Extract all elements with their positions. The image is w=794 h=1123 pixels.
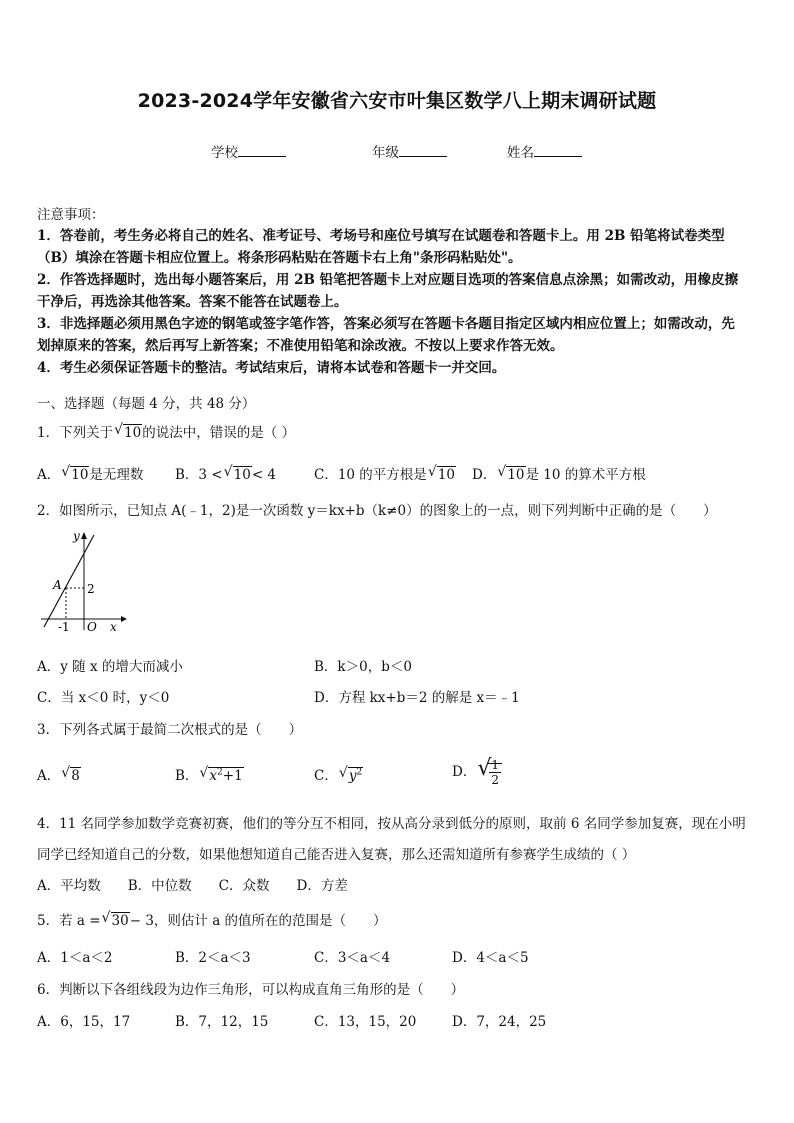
name-field: 姓名 <box>507 141 582 161</box>
sqrt-expression: √ 10 <box>114 422 142 441</box>
question-1-option-d[interactable]: D． √ 10是 10 的算术平方根 <box>472 464 646 483</box>
y-axis-label: y <box>73 530 80 543</box>
question-2-option-d[interactable]: D．方程 kx+b＝2 的解是 x＝﹣1 <box>314 690 520 706</box>
question-2-option-b[interactable]: B．k＞0，b＜0 <box>314 659 412 675</box>
notice-line: 3．非选择题必须用黑色字迹的钢笔或签字笔作答，答案必须写在答题卡各题目指定区域内相应位置上；如需改动，先 <box>37 316 735 332</box>
question-3-option-d[interactable]: D． √ $\frac{1}{2}$ <box>452 758 502 787</box>
question-3-option-b[interactable]: B． √ $x^2+1$ <box>175 764 243 784</box>
notice-line: 4．考生必须保证答题卡的整洁。考试结束后，请将本试卷和答题卡一并交回。 <box>37 360 506 376</box>
question-6-option-c[interactable]: C．13，15，20 <box>314 1014 417 1030</box>
function-line <box>44 535 94 627</box>
question-5-option-a[interactable]: A．1＜a＜2 <box>37 950 113 966</box>
notice-line: 2．作答选择题时，选出每小题答案后，用 2B 铅笔把答题卡上对应题目选项的答案信息点涂黑；如需改动，用橡皮擦 <box>37 272 739 288</box>
tick-label-neg1: -1 <box>58 620 70 634</box>
fraction: $\frac{1}{2}$ <box>491 758 499 787</box>
question-4-options[interactable]: A．平均数 B．中位数 C．众数 D．方差 <box>37 878 348 894</box>
question-4-stem-line2: 同学已经知道自己的分数，如果他想知道自己能否进入复赛，那么还需知道所有参赛学生成绩的（ ） <box>37 847 636 863</box>
question-3-option-c[interactable]: C． √ $y^2$ <box>314 764 363 784</box>
school-blank[interactable] <box>238 143 286 157</box>
x-axis-arrow <box>121 616 127 622</box>
grade-blank[interactable] <box>399 143 447 157</box>
question-6-stem: 6．判断以下各组线段为边作三角形，可以构成直角三角形的是（ ） <box>37 982 465 998</box>
tick-label-2: 2 <box>87 582 95 596</box>
point-a-label: A <box>53 578 62 592</box>
name-blank[interactable] <box>534 143 582 157</box>
question-6-option-d[interactable]: D．7，24，25 <box>452 1014 547 1030</box>
notice-line: （B）填涂在答题卡相应位置上。将条形码粘贴在答题卡右上角"条形码粘贴处"。 <box>37 250 522 266</box>
notice-heading: 注意事项： <box>37 207 105 223</box>
question-3-option-a[interactable]: A． √ 8 <box>37 765 80 784</box>
question-1-option-a[interactable]: A． √ 10是无理数 <box>37 464 144 483</box>
question-3-stem: 3．下列各式属于最简二次根式的是（ ） <box>37 722 303 738</box>
origin-label: O <box>87 620 97 634</box>
question-1-stem: 1．下列关于 √ 10的说法中，错误的是（ ） <box>37 422 296 441</box>
question-5-option-d[interactable]: D．4＜a＜5 <box>452 950 529 966</box>
question-2-stem: 2．如图所示，已知点 A(﹣1，2)是一次函数 y＝kx+b（k≠0）的图象上的一点，则下列判断中正确的是（ ） <box>37 503 717 519</box>
x-axis-label: x <box>110 620 117 634</box>
notice-line: 划掉原来的答案，然后再写上新答案；不准使用铅笔和涂改液。不按以上要求作答无效。 <box>37 338 564 354</box>
y-axis-arrow <box>81 532 87 539</box>
question-5-stem: 5．若 a = √ 30− 3，则估计 a 的值所在的范围是（ ） <box>37 910 387 929</box>
notice-line: 1．答卷前，考生务必将自己的姓名、准考证号、考场号和座位号填写在试题卷和答题卡上。用 2B 铅笔将试卷类型 <box>37 228 725 244</box>
notice-line: 干净后，再选涂其他答案。答案不能答在试题卷上。 <box>37 294 348 310</box>
question-5-option-b[interactable]: B．2＜a＜3 <box>175 950 251 966</box>
question-2-option-c[interactable]: C．当 x＜0 时，y＜0 <box>37 690 170 706</box>
question-6-option-a[interactable]: A．6，15，17 <box>37 1014 131 1030</box>
question-2-option-a[interactable]: A．y 随 x 的增大而减小 <box>37 659 183 675</box>
section-heading: 一、选择题（每题 4 分，共 48 分） <box>37 396 256 412</box>
school-field: 学校 <box>211 141 286 161</box>
question-5-option-c[interactable]: C．3＜a＜4 <box>314 950 391 966</box>
question-6-option-b[interactable]: B．7，12，15 <box>175 1014 269 1030</box>
question-1-option-b[interactable]: B．3 < √ 10< 4 <box>175 464 277 483</box>
question-4-stem-line1: 4．11 名同学参加数学竞赛初赛，他们的等分互不相同，按从高分录到低分的原则，取前 6 名同学参加复赛，现在小明 <box>37 816 746 832</box>
page-title: 2023-2024学年安徽省六安市叶集区数学八上期末调研试题 <box>137 90 657 112</box>
grade-field: 年级 <box>372 141 447 161</box>
linear-function-graph <box>37 530 127 634</box>
question-1-option-c[interactable]: C．10 的平方根是 √ 10 <box>314 464 455 483</box>
